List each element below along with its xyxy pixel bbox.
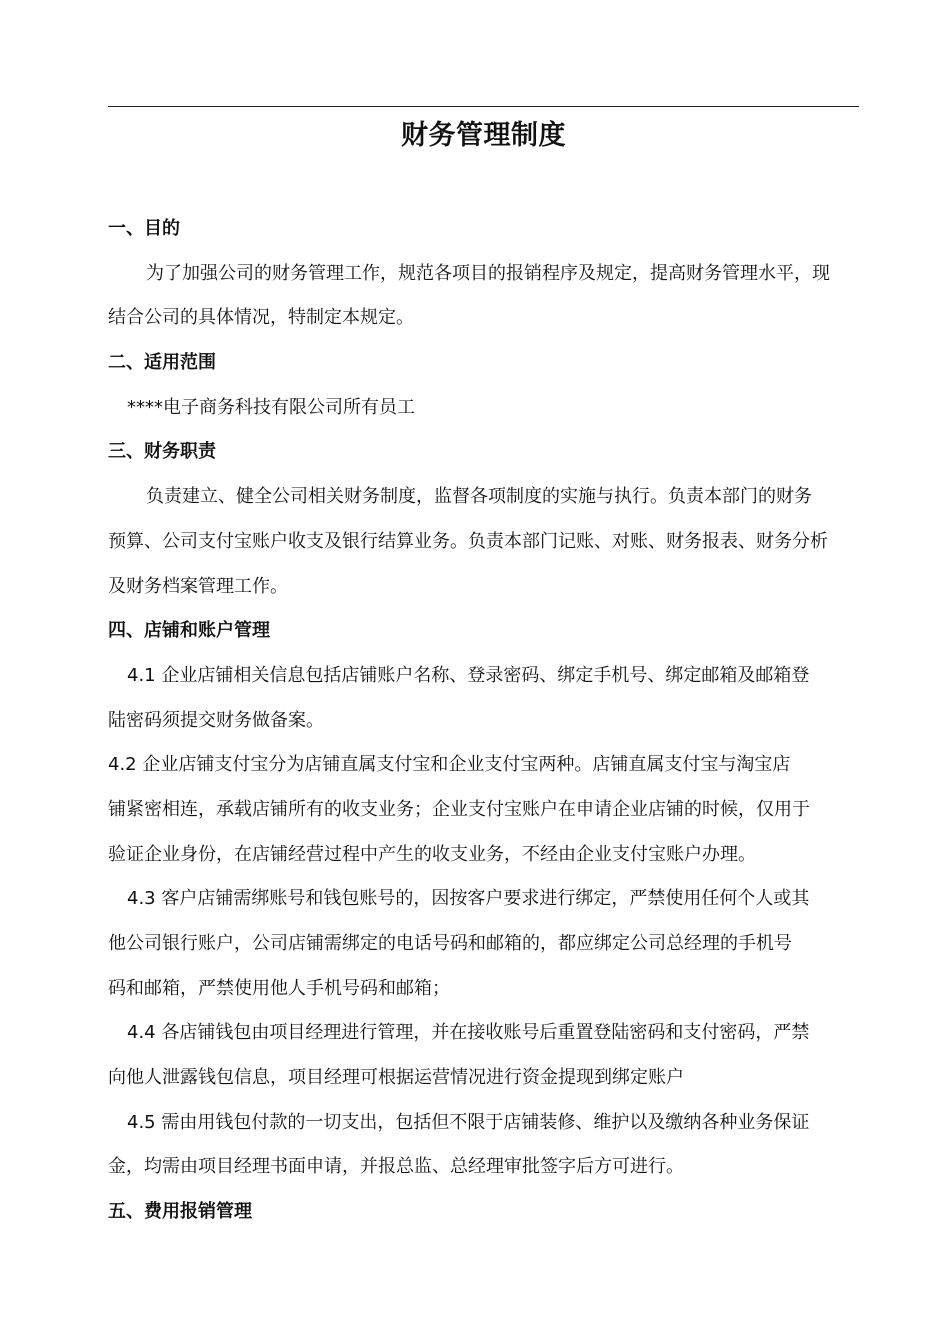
header-rule bbox=[108, 106, 859, 107]
paragraph-line: 4.1 企业店铺相关信息包括店铺账户名称、登录密码、绑定手机号、绑定邮箱及邮箱登 bbox=[127, 664, 810, 686]
paragraph-line: 4.5 需由用钱包付款的一切支出，包括但不限于店铺装修、维护以及缴纳各种业务保证 bbox=[127, 1111, 810, 1133]
paragraph-line: 码和邮箱，严禁使用他人手机号码和邮箱； bbox=[108, 977, 450, 999]
section-heading-text: 四、店铺和账户管理 bbox=[108, 620, 270, 642]
section-heading-text: 三、财务职责 bbox=[108, 441, 216, 463]
section-heading-text: 五、费用报销管理 bbox=[108, 1201, 252, 1223]
section-heading bbox=[108, 1190, 862, 1235]
section-heading-text: 二、适用范围 bbox=[108, 352, 216, 374]
paragraph bbox=[108, 877, 862, 1011]
paragraph-line: 向他人泄露钱包信息，项目经理可根据运营情况进行资金提现到绑定账户 bbox=[108, 1067, 684, 1089]
section-heading bbox=[108, 207, 862, 252]
section-heading bbox=[108, 341, 862, 386]
paragraph-line: 结合公司的具体情况，特制定本规定。 bbox=[108, 307, 414, 329]
paragraph-line: 负责建立、健全公司相关财务制度，监督各项制度的实施与执行。负责本部门的财务 bbox=[146, 486, 812, 508]
document-title: 财务管理制度 bbox=[401, 120, 566, 151]
section-heading-text: 一、目的 bbox=[108, 218, 180, 239]
paragraph-line: 金，均需由项目经理书面申请，并报总监、总经理审批签字后方可进行。 bbox=[108, 1156, 684, 1178]
paragraph-line: 铺紧密相连，承载店铺所有的收支业务；企业支付宝账户在申请企业店铺的时候，仅用于 bbox=[108, 798, 810, 820]
section-heading bbox=[108, 430, 862, 475]
paragraph bbox=[108, 1101, 862, 1190]
paragraph-line: 他公司银行账户，公司店铺需绑定的电话号码和邮箱的，都应绑定公司总经理的手机号 bbox=[108, 933, 792, 954]
paragraph bbox=[108, 1011, 862, 1100]
paragraph-line: 预算、公司支付宝账户收支及银行结算业务。负责本部门记账、对账、财务报表、财务分析 bbox=[108, 530, 828, 552]
paragraph-line: 4.3 客户店铺需绑账号和钱包账号的，因按客户要求进行绑定，严禁使用任何个人或其 bbox=[127, 888, 810, 910]
paragraph bbox=[108, 386, 862, 431]
paragraph-line: 为了加强公司的财务管理工作，规范各项目的报销程序及规定，提高财务管理水平，现 bbox=[146, 262, 830, 284]
paragraph-line: 4.4 各店铺钱包由项目经理进行管理，并在接收账号后重置登陆密码和支付密码，严禁 bbox=[127, 1022, 810, 1044]
paragraph-line: 陆密码须提交财务做备案。 bbox=[108, 709, 324, 731]
paragraph bbox=[108, 743, 862, 877]
paragraph bbox=[108, 654, 862, 743]
paragraph-line: 及财务档案管理工作。 bbox=[108, 575, 288, 597]
section-heading bbox=[108, 609, 862, 654]
paragraph-line: ****电子商务科技有限公司所有员工 bbox=[127, 396, 415, 418]
paragraph-line: 验证企业身份，在店铺经营过程中产生的收支业务，不经由企业支付宝账户办理。 bbox=[108, 843, 756, 865]
paragraph-line: 4.2 企业店铺支付宝分为店铺直属支付宝和企业支付宝两种。店铺直属支付宝与淘宝店 bbox=[108, 754, 791, 776]
paragraph bbox=[108, 475, 862, 609]
paragraph bbox=[108, 252, 862, 341]
document-body bbox=[108, 207, 862, 1235]
